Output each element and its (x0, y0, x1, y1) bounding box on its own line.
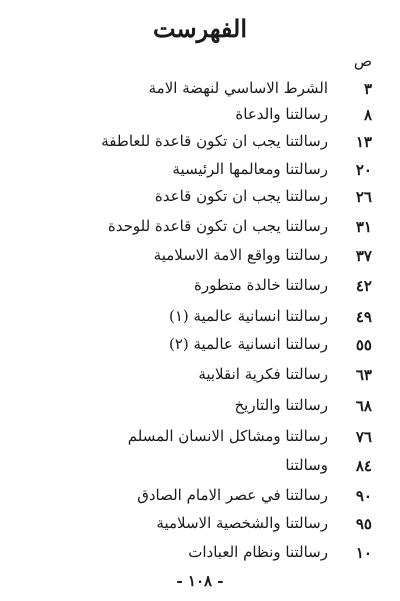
toc-entry-label: رسالتنا ومشاكل الانسان المسلم (127, 427, 328, 445)
toc-entry (0, 131, 400, 157)
toc-entry-page: ١٠ (355, 544, 372, 562)
toc-entry-label: رسالتنا يجب ان تكون قاعدة للعاطفة (101, 132, 328, 150)
toc-entry-label: رسالتنا انسانية عالمية (٢) (168, 335, 328, 353)
toc-entry (0, 275, 400, 301)
toc-entry-page: ٤٢ (355, 277, 372, 295)
toc-entry (0, 455, 400, 481)
toc-entry-page: ٢٦ (355, 188, 372, 206)
toc-entry (0, 306, 400, 332)
toc-entry-page: ٦٣ (355, 366, 372, 384)
toc-entry (0, 216, 400, 242)
toc-entry-page: ٥٥ (355, 336, 372, 354)
toc-entry-label: رسالتنا فكرية انقلابية (198, 365, 328, 383)
page-title: الفهرست (152, 14, 248, 43)
toc-entry-page: ٤٩ (355, 308, 372, 326)
toc-entry (0, 485, 400, 511)
toc-entry (0, 334, 400, 360)
toc-entry-label: وسالتنا (285, 456, 328, 474)
toc-entry (0, 513, 400, 539)
toc-entry (0, 542, 400, 568)
toc-entry-label: رسالتنا والتاريخ (234, 396, 328, 414)
page-column-header: ص (353, 52, 372, 70)
toc-entry-page: ٣١ (355, 218, 372, 236)
page-number: - ١٠٨ - (176, 572, 224, 590)
toc-entry-label: رسالتنا في عصر الامام الصادق (137, 486, 328, 504)
toc-entry-page: ٢٠ (355, 161, 372, 179)
toc-entry-page: ٩٥ (355, 515, 372, 533)
toc-entry-label: رسالتنا خالدة متطورة (194, 276, 328, 294)
toc-entry-page: ٧٦ (355, 428, 372, 446)
toc-entry-label: رسالتنا انسانية عالمية (١) (168, 307, 328, 325)
toc-entry (0, 395, 400, 421)
toc-entry-page: ٩٠ (355, 487, 372, 505)
toc-entry-label: رسالتنا يجب ان تكون قاعدة (154, 187, 328, 205)
toc-entry (0, 78, 400, 104)
toc-entry-label: رسالتنا ونظام العبادات (188, 543, 328, 561)
toc-entry (0, 364, 400, 390)
toc-entry (0, 186, 400, 212)
toc-entry-page: ١٣ (355, 133, 372, 151)
toc-entry-label: رسالتنا يجب ان تكون قاعدة للوحدة (107, 217, 328, 235)
toc-entry-label: الشرط الاساسي لنهضة الامة (148, 79, 328, 97)
toc-entry-label: رسالتنا وواقع الامة الاسلامية (153, 246, 328, 264)
toc-entry-page: ٨ (363, 106, 372, 124)
toc-entry-label: رسالتنا والشخصية الاسلامية (156, 514, 328, 532)
toc-entry-label: رسالتنا والدعاة (235, 105, 328, 123)
toc-entry (0, 245, 400, 271)
toc-entry (0, 159, 400, 185)
toc-entry-page: ٨٤ (355, 457, 372, 475)
toc-entry (0, 104, 400, 130)
toc-entry (0, 426, 400, 452)
toc-entry-page: ٣ (363, 80, 372, 98)
toc-entry-page: ٣٧ (355, 247, 372, 265)
toc-entry-label: رسالتنا ومعالمها الرئيسية (172, 160, 328, 178)
toc-entry-page: ٦٨ (355, 397, 372, 415)
